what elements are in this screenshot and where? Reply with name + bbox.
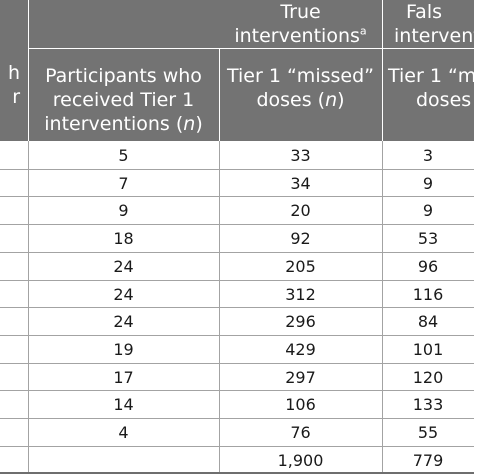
table-cell-false-missed: 96 — [417, 257, 439, 276]
first-column-header-line1: h — [7, 62, 20, 84]
table-cell-false-missed: 116 — [412, 285, 444, 304]
true-missed-header-text: doses ( — [256, 89, 326, 111]
table-cell-true-missed: 20 — [290, 201, 311, 220]
table-cell-false-missed: 120 — [412, 368, 444, 387]
table-cell-true-missed: 76 — [290, 423, 311, 442]
table-cell-true-missed: 312 — [285, 285, 316, 304]
table-cell-true-missed: 92 — [290, 229, 311, 248]
group-header-true-line2 — [219, 24, 382, 48]
header-divider — [28, 48, 474, 49]
column-header-false-missed — [388, 64, 476, 112]
participants-header-line1: Participants who — [45, 65, 202, 87]
footnote-marker: a — [359, 24, 367, 38]
table-cell-participants: 4 — [118, 423, 129, 442]
table-cell-true-missed: 429 — [285, 340, 316, 359]
table-cell-false-missed: 9 — [422, 201, 434, 220]
group-header-false-line2: interventio — [394, 25, 498, 47]
table-cell-participants: 5 — [118, 146, 129, 165]
table-cell-false-missed: 9 — [422, 174, 434, 193]
group-header-true-text: interventions — [234, 25, 360, 47]
first-column-header — [0, 61, 20, 109]
table-cell-participants: 24 — [113, 312, 134, 331]
row-divider — [0, 196, 474, 197]
participants-header-line2: received Tier 1 — [52, 89, 195, 111]
row-divider — [0, 280, 474, 281]
table-cell-false-missed: 779 — [412, 451, 444, 470]
row-divider — [0, 446, 474, 447]
false-missed-header-line2: doses — [416, 89, 472, 111]
table-cell-participants: 19 — [113, 340, 134, 359]
header-col-divider — [382, 0, 383, 141]
table-cell-true-missed: 33 — [290, 146, 311, 165]
table-cell-true-missed: 34 — [290, 174, 311, 193]
table-cell-false-missed: 55 — [417, 423, 439, 442]
table-cell-participants: 7 — [118, 174, 129, 193]
true-missed-header-n: n — [325, 89, 338, 111]
row-divider — [0, 307, 474, 308]
group-header-true-line1: True — [280, 1, 321, 23]
group-header-false-line1: Fals — [406, 1, 443, 23]
true-missed-header-line1: Tier 1 “missed” — [227, 65, 374, 87]
true-missed-header-paren: ) — [337, 89, 345, 111]
column-header-participants — [28, 64, 219, 136]
participants-header-paren: ) — [195, 113, 203, 135]
row-divider — [0, 363, 474, 364]
group-header-true — [219, 0, 382, 48]
table-cell-true-missed: 205 — [285, 257, 316, 276]
table-cell-true-missed: 1,900 — [277, 451, 324, 470]
row-divider — [0, 335, 474, 336]
false-missed-header-line1: Tier 1 “m — [388, 65, 477, 87]
row-divider — [0, 224, 474, 225]
table-cell-true-missed: 106 — [285, 395, 316, 414]
table-cell-true-missed: 296 — [285, 312, 316, 331]
row-divider — [0, 169, 474, 170]
table-cell-participants: 14 — [113, 395, 134, 414]
table-cell-participants: 24 — [113, 285, 134, 304]
table-cell-false-missed: 101 — [412, 340, 444, 359]
table-cell-false-missed: 53 — [417, 229, 439, 248]
participants-header-line3 — [28, 112, 219, 136]
participants-header-n: n — [183, 113, 196, 135]
table-cell-participants: 18 — [113, 229, 134, 248]
table-cell-false-missed: 84 — [417, 312, 439, 331]
true-missed-header-line2 — [219, 88, 382, 112]
row-divider — [0, 418, 474, 419]
first-column-header-line2: r — [12, 86, 20, 108]
table-cell-true-missed: 297 — [285, 368, 316, 387]
row-divider — [0, 390, 474, 391]
table-cell-participants: 24 — [113, 257, 134, 276]
row-divider — [0, 252, 474, 253]
column-header-true-missed — [219, 64, 382, 112]
table-cell-participants: 17 — [113, 368, 134, 387]
table-cell-false-missed: 133 — [412, 395, 444, 414]
participants-header-text: interventions ( — [44, 113, 184, 135]
table-cell-false-missed: 3 — [422, 146, 434, 165]
group-header-false — [392, 0, 498, 48]
table-cell-participants: 9 — [118, 201, 129, 220]
